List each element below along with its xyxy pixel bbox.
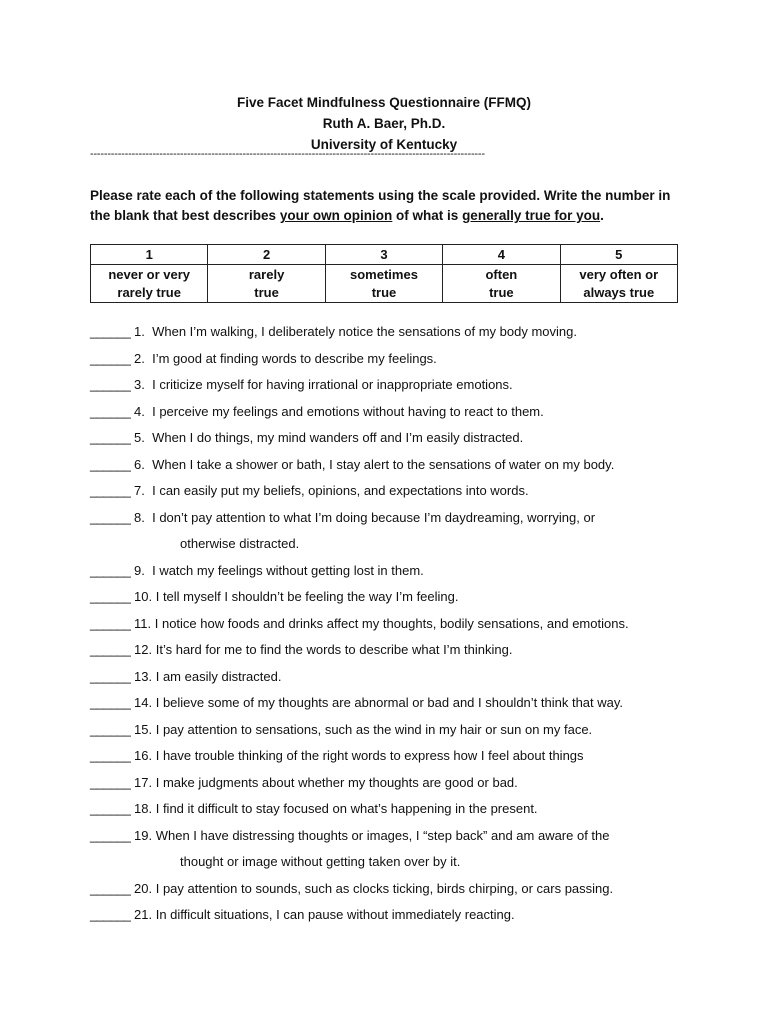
answer-blank[interactable]: ______ <box>90 721 131 737</box>
item-number: 15. <box>134 721 153 737</box>
item-text: I tell myself I shouldn’t be feeling the way I’m feeling. <box>155 589 459 604</box>
answer-blank[interactable]: ______ <box>90 748 131 763</box>
item-number: 6. <box>134 456 145 472</box>
scale-label-line: sometimes <box>350 266 418 282</box>
answer-blank[interactable]: ______ <box>90 668 131 684</box>
item-text: I pay attention to sounds, such as clocks ticking, birds chirping, or cars passing. <box>155 880 614 896</box>
question-item <box>90 667 730 694</box>
item-text: I can easily put my beliefs, opinions, and expectations into words. <box>152 483 529 498</box>
item-text: I am easily distracted. <box>155 668 282 684</box>
question-item <box>90 773 730 800</box>
item-text: I criticize myself for having irrational or inappropriate emotions. <box>152 377 513 392</box>
question-item <box>90 905 730 932</box>
question-item <box>90 640 730 667</box>
item-text-continuation: thought or image without getting taken over by it. <box>180 854 461 869</box>
answer-blank[interactable]: ______ <box>90 324 131 339</box>
item-text: I notice how foods and drinks affect my thoughts, bodily sensations, and emotions. <box>154 615 629 631</box>
item-text: In difficult situations, I can pause without immediately reacting. <box>155 907 515 922</box>
item-number: 18. <box>134 801 153 816</box>
item-number: 10. <box>134 589 153 604</box>
question-item <box>90 799 730 826</box>
question-item <box>90 428 730 455</box>
questionnaire-items <box>90 322 730 932</box>
answer-blank[interactable]: ______ <box>90 827 131 843</box>
answer-blank[interactable]: ______ <box>90 430 131 445</box>
question-item <box>90 455 730 482</box>
item-text: I’m good at finding words to describe my feelings. <box>152 350 437 366</box>
question-item <box>90 587 730 614</box>
instructions-text-2: of what is <box>392 208 463 223</box>
question-item <box>90 720 730 747</box>
item-text: When I take a shower or bath, I stay alert to the sensations of water on my body. <box>152 456 615 472</box>
scale-values-row <box>91 245 678 265</box>
scale-label-line: often <box>485 266 518 282</box>
scale-value: 3 <box>325 245 442 265</box>
item-text: I make judgments about whether my thoughts are good or bad. <box>155 774 518 790</box>
question-item <box>90 826 730 853</box>
rating-scale-table <box>90 244 678 303</box>
item-text: When I’m walking, I deliberately notice the sensations of my body moving. <box>152 324 577 339</box>
item-text: I don’t pay attention to what I’m doing because I’m daydreaming, worrying, or <box>152 509 596 525</box>
institution-name: University of Kentucky <box>310 137 458 152</box>
question-item <box>90 402 730 429</box>
answer-blank[interactable]: ______ <box>90 562 131 578</box>
scale-label <box>208 265 325 303</box>
instructions-emphasis-1: your own opinion <box>279 208 393 223</box>
answer-blank[interactable]: ______ <box>90 615 131 631</box>
question-item <box>90 375 730 402</box>
answer-blank[interactable]: ______ <box>90 403 131 419</box>
item-text: I watch my feelings without getting lost in them. <box>152 562 424 578</box>
answer-blank[interactable]: ______ <box>90 642 131 657</box>
question-item <box>90 693 730 720</box>
scale-label-line: very often or <box>579 266 659 282</box>
dashed-divider: ------------------------------------------------------------------------------------------------------------------ <box>90 148 485 160</box>
item-number: 14. <box>134 695 153 710</box>
scale-label <box>91 265 208 303</box>
item-number: 2. <box>134 350 145 366</box>
instructions-paragraph <box>90 186 690 226</box>
answer-blank[interactable]: ______ <box>90 456 131 472</box>
answer-blank[interactable]: ______ <box>90 589 131 604</box>
scale-value: 4 <box>443 245 560 265</box>
item-number: 21. <box>134 907 153 922</box>
item-number: 13. <box>134 668 153 684</box>
question-item <box>90 879 730 906</box>
document-header <box>0 92 768 155</box>
answer-blank[interactable]: ______ <box>90 801 131 816</box>
instructions-text-1: Please rate each of the following statements using the scale provided. Write the number in the blank that best describes <box>90 188 671 223</box>
answer-blank[interactable]: ______ <box>90 483 131 498</box>
answer-blank[interactable]: ______ <box>90 509 131 525</box>
scale-label-line: true <box>489 284 514 300</box>
scale-label <box>325 265 442 303</box>
scale-value: 1 <box>91 245 208 265</box>
scale-label-line: never or very <box>108 266 191 282</box>
scale-label-line: always true <box>583 284 655 300</box>
author-name: Ruth A. Baer, Ph.D. <box>322 116 446 131</box>
item-number: 12. <box>134 642 153 657</box>
item-number: 16. <box>134 748 153 763</box>
answer-blank[interactable]: ______ <box>90 350 131 366</box>
scale-label <box>560 265 677 303</box>
item-text: I believe some of my thoughts are abnormal or bad and I shouldn’t think that way. <box>155 695 624 710</box>
item-number: 17. <box>134 774 153 790</box>
answer-blank[interactable]: ______ <box>90 880 131 896</box>
answer-blank[interactable]: ______ <box>90 377 131 392</box>
scale-label-line: true <box>254 284 279 300</box>
item-number: 19. <box>134 827 153 843</box>
instructions-text-3: . <box>600 208 604 223</box>
item-text: I pay attention to sensations, such as the wind in my hair or sun on my face. <box>155 721 593 737</box>
item-text: It’s hard for me to find the words to describe what I’m thinking. <box>155 642 513 657</box>
scale-value: 5 <box>560 245 677 265</box>
item-text: I have trouble thinking of the right words to express how I feel about things <box>155 748 584 763</box>
question-item <box>90 349 730 376</box>
item-number: 11. <box>134 615 152 631</box>
item-number: 8. <box>134 509 145 525</box>
item-number: 9. <box>134 562 145 578</box>
question-item <box>90 746 730 773</box>
scale-value: 2 <box>208 245 325 265</box>
item-text: I perceive my feelings and emotions without having to react to them. <box>152 403 544 419</box>
item-number: 3. <box>134 377 145 392</box>
item-text-continuation: otherwise distracted. <box>180 536 300 551</box>
question-item <box>90 561 730 588</box>
question-item <box>90 508 730 535</box>
item-number: 7. <box>134 483 145 498</box>
item-number: 4. <box>134 403 145 419</box>
scale-label-line: rarely true <box>117 284 181 300</box>
item-number: 20. <box>134 880 153 896</box>
item-number: 1. <box>134 324 145 339</box>
scale-label <box>443 265 560 303</box>
question-item <box>90 322 730 349</box>
scale-labels-row <box>91 265 678 303</box>
answer-blank[interactable]: ______ <box>90 907 131 922</box>
question-item <box>90 481 730 508</box>
answer-blank[interactable]: ______ <box>90 774 131 790</box>
question-item <box>90 614 730 641</box>
scale-label-line: rarely <box>248 266 285 282</box>
item-text: I find it difficult to stay focused on what’s happening in the present. <box>155 801 538 816</box>
scale-label-line: true <box>371 284 397 300</box>
item-number: 5. <box>134 430 145 445</box>
item-text: When I do things, my mind wanders off and I’m easily distracted. <box>152 430 524 445</box>
item-text: When I have distressing thoughts or images, I “step back” and am aware of the <box>155 827 610 843</box>
document-title: Five Facet Mindfulness Questionnaire (FFMQ) <box>236 95 532 110</box>
answer-blank[interactable]: ______ <box>90 695 131 710</box>
instructions-emphasis-2: generally true for you <box>462 208 601 223</box>
